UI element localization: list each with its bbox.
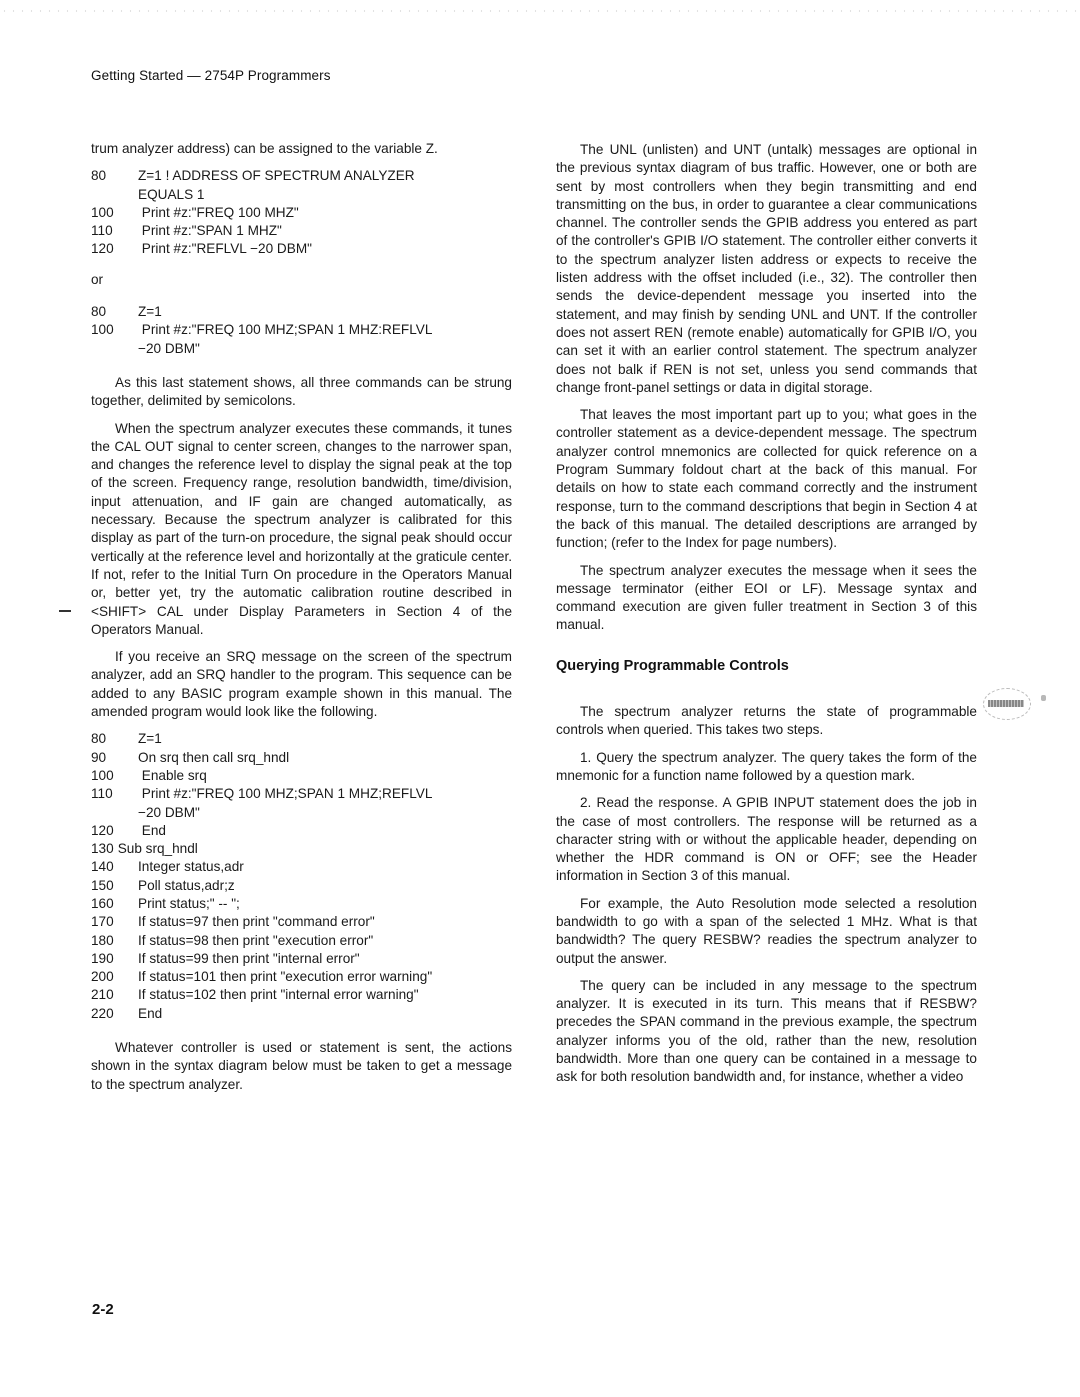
body-paragraph: For example, the Auto Resolution mode selected a resolution bandwidth to go with a span of the selected 1 MHz. What is that bandwidth? The query RESBW? readies the spectrum analyzer to output the answer. [556,895,977,966]
code-line [91,222,512,240]
line-number: 150 [91,877,114,893]
code-line [91,785,512,803]
code-line [91,858,512,876]
step-item: 2. Read the response. A GPIB INPUT statement does the job in the case of most controllers. The response will be returned as a character string with or without the applicable header, depending on whether the HDR command is ON or OFF; see the Header information in Section 3 of this manual. [556,795,977,884]
line-number [91,804,138,822]
body-paragraph: The spectrum analyzer returns the state of programmable controls when queried. This takes two steps. [556,704,977,738]
body-paragraph: Whatever controller is used or statement is sent, the actions shown in the syntax diagram below must be taken to get a message to the spectrum analyzer. [91,1040,512,1092]
code-line [91,950,512,968]
line-number [91,186,138,204]
line-number: 80 [91,731,107,747]
code-line [91,968,512,986]
body-paragraph: The query can be included in any message to the spectrum analyzer. It is executed in its turn. This means that if RESBW? precedes the SPAN command in the previous example, the spectrum analyzer informs you of the old, rather than the new, resolution bandwidth. More than one query can be contained in a message to ask for both resolution bandwidth and, for instance, whether a video [556,977,977,1085]
page-number: 2-2 [92,1301,114,1318]
code-block-2 [91,303,512,358]
code-line [91,840,512,858]
body-paragraph: The spectrum analyzer executes the message when it sees the message terminator (either EOI or LF). Message syntax and command execution are given fuller treatment in Section 3 of this manual. [556,562,977,633]
code-text: EQUALS 1 [138,186,205,202]
margin-change-bar [59,610,71,612]
code-line [91,932,512,950]
code-line [91,167,512,185]
line-number: 80 [91,304,107,320]
code-text: −20 DBM" [138,340,200,356]
code-text: −20 DBM" [138,804,200,820]
code-text: Print #z:"REFLVL −20 DBM" [138,241,312,257]
code-line [91,877,512,895]
code-line [91,321,512,339]
scan-smudge [983,688,1031,720]
left-column [91,140,512,1103]
code-line [91,340,512,358]
line-number: 120 [91,822,114,838]
code-line [91,822,512,840]
code-line [91,730,512,748]
code-line [91,186,512,204]
steps-list [556,749,977,886]
line-number: 110 [91,786,113,802]
scan-speck [1041,695,1046,701]
code-block-1 [91,167,512,258]
code-text: Print #z:"SPAN 1 MHZ" [138,223,282,239]
line-number: 190 [91,950,114,966]
code-text: Print status;" -- "; [138,895,240,911]
line-number: 100 [91,767,114,783]
line-number: 180 [91,932,114,948]
code-text: If status=97 then print "command error" [138,914,375,930]
line-number: 130 [91,841,114,857]
body-paragraph: If you receive an SRQ message on the screen of the spectrum analyzer, add an SRQ handler to the program. This sequence can be added to any BASIC program example shown in this manual. The amended program would look like the following. [91,649,512,720]
body-paragraph: As this last statement shows, all three commands can be strung together, delimited by semicolons. [91,374,512,409]
line-number: 160 [91,895,114,911]
code-text: Sub srq_hndl [117,841,198,857]
code-text: On srq then call srq_hndl [138,749,290,765]
code-line [91,804,512,822]
code-text: Print #z:"FREQ 100 MHZ;SPAN 1 MHZ;REFLVL [138,786,433,802]
step-item: 1. Query the spectrum analyzer. The query takes the form of the mnemonic for a function name followed by a question mark. [556,749,977,783]
code-line [91,204,512,222]
code-text: End [138,822,166,838]
code-line [91,986,512,1004]
code-line [91,749,512,767]
line-number: 170 [91,914,114,930]
code-text: End [138,1005,163,1021]
line-number: 100 [91,322,114,338]
code-line [91,767,512,785]
or-label: or [91,271,104,287]
code-block-3 [91,730,512,1023]
line-number: 140 [91,859,114,875]
code-text: Integer status,adr [138,859,244,875]
section-heading: Querying Programmable Controls [556,657,789,674]
line-number: 210 [91,987,114,1003]
code-text: Poll status,adr;z [138,877,235,893]
code-text: If status=101 then print "execution error warning" [138,969,433,985]
code-text: If status=102 then print "internal error warning" [138,987,419,1003]
code-line [91,240,512,258]
intro-paragraph: trum analyzer address) can be assigned to the variable Z. [91,141,438,156]
body-paragraph: When the spectrum analyzer executes these commands, it tunes the CAL OUT signal to center screen, changes to the narrower span, and changes the reference level to display the signal peak at the top of the screen. Frequency range, resolution bandwidth, time/division, input attenuation, and IF gain are changed automatically, as necessary. Because the spectrum analyzer is calibrated for this display as part of the turn-on procedure, the signal peak should occur vertically at the reference level and horizontally at the graticule center. If not, refer to the Initial Turn On procedure in the Operators Manual or, better yet, try the automatic calibration routine described in <SHIFT> CAL under Display Parameters in Section 4 of the Operators Manual. [91,420,512,637]
running-head: Getting Started — 2754P Programmers [91,68,331,83]
body-paragraph: The UNL (unlisten) and UNT (untalk) messages are optional in the previous syntax diagram of bus traffic. However, one or both are sent by most controllers when they begin transmitting and end transmitting on the bus, in order to guarantee a clear communications channel. The controller sends the GPIB address you entered as part of the controller's GPIB I/O statement. The controller either converts it to the spectrum analyzer listen address or expects to receive the listen address with the offset included (i.e., 32). The controller then sends the device-dependent message you inserted into the statement, and may finish by sending UNL and UNT. If the controller does not assert REN (remote enable) automatically for GPIB I/O, you can set it with an earlier control statement. The spectrum analyzer does not balk if REN is not set, unless you send commands that change front-panel settings or data in digital storage. [556,142,977,395]
line-number: 80 [91,168,107,184]
code-line [91,1005,512,1023]
line-number: 220 [91,1005,114,1021]
body-paragraph: That leaves the most important part up to you; what goes in the controller statement as a device-dependent message. The spectrum analyzer control mnemonics are collected for quick reference on a Program Summary foldout chart at the back of this manual. For details on how to state each command correctly and the instrument response, turn to the command descriptions that begin in Section 4 at the back of this manual. The detailed descriptions are arranged by function; (refer to the Index for page numbers). [556,407,977,551]
line-number: 200 [91,969,114,985]
code-line [91,895,512,913]
line-number: 100 [91,204,114,220]
code-text: Z=1 [138,731,162,747]
line-number [91,340,138,358]
right-column [556,141,977,1096]
scan-noise [0,10,1080,12]
line-number: 90 [91,749,107,765]
code-text: If status=98 then print "execution error" [138,932,374,948]
code-line [91,913,512,931]
code-text: Print #z:"FREQ 100 MHZ" [138,204,299,220]
code-text: Z=1 [138,304,162,320]
code-text: Print #z:"FREQ 100 MHZ;SPAN 1 MHZ:REFLVL [138,322,433,338]
code-text: Z=1 ! ADDRESS OF SPECTRUM ANALYZER [138,168,415,184]
code-text: If status=99 then print "internal error" [138,950,360,966]
line-number: 120 [91,241,114,257]
code-text: Enable srq [138,767,207,783]
line-number: 110 [91,223,113,239]
code-line [91,303,512,321]
